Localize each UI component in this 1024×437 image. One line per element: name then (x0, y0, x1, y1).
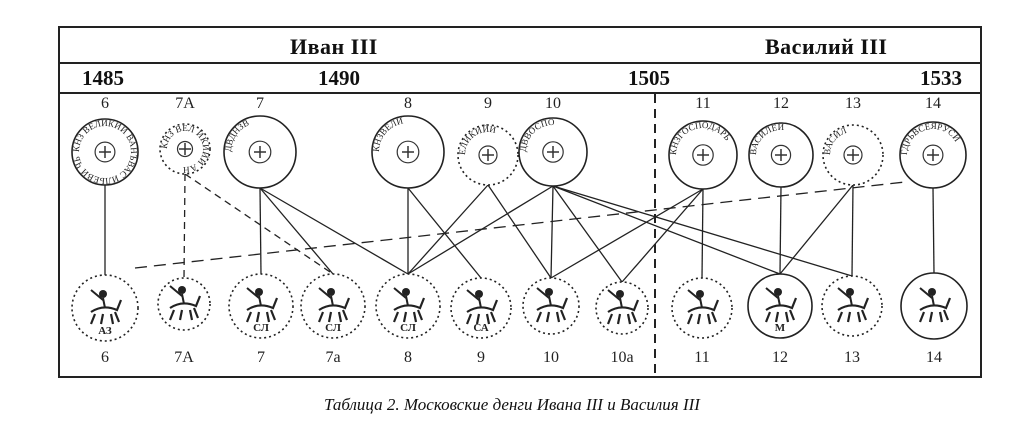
coin-number-bottom: 7а (325, 349, 341, 366)
reverse-coin-12 (901, 273, 967, 366)
coin-link (551, 186, 553, 278)
coin-link (702, 189, 703, 278)
coin-link (852, 185, 853, 276)
coin-legend: КНЗ ВЕЛИКИИ ВАНЪВАС ИЛЬЕВИ ЧЬ (70, 117, 140, 187)
reverse-coin-10 (748, 274, 812, 366)
coin-link (260, 188, 408, 274)
coin-legend: КНЗВЕЛИ (370, 115, 405, 153)
coin-number-bottom: 9 (477, 349, 485, 366)
coin-link (260, 188, 261, 274)
coin-number-top: 8 (404, 95, 412, 112)
reverse-coin-7 (523, 278, 579, 366)
coin-mintmark: СЛ (325, 322, 341, 334)
coin-number-bottom: 8 (404, 349, 412, 366)
year-1533: 1533 (920, 66, 962, 90)
coin-link (553, 186, 622, 282)
coin-number-top: 12 (773, 95, 789, 112)
coin-number-top: 6 (101, 95, 109, 112)
year-1485: 1485 (82, 66, 124, 90)
coin-number-top: 10 (545, 95, 561, 112)
coin-number-bottom: 7 (257, 349, 265, 366)
coin-legend: ВАСИЛЕЙ (747, 121, 785, 156)
coin-link (780, 185, 853, 274)
coin-mintmark: СА (473, 322, 489, 334)
coin-number-bottom: 14 (926, 349, 942, 366)
coin-legend: ВАСИЛ (821, 125, 848, 156)
reverse-coin-4 (301, 274, 365, 366)
year-1505: 1505 (628, 66, 670, 90)
reverse-coin-5 (376, 274, 440, 366)
ruler-vasily-iii: Василий III (765, 34, 888, 59)
reverse-coin-11 (822, 276, 882, 366)
obverse-coin-6 (518, 95, 587, 186)
obverse-coin-1 (71, 95, 139, 186)
coin-number-bottom: 12 (772, 349, 788, 366)
coin-link (551, 189, 703, 278)
coin-legend: ДВДНЗВ (222, 117, 251, 153)
coin-mintmark: АЗ (98, 325, 112, 337)
coin-legend: КНЗГОСПОДАРЬ (667, 119, 733, 156)
obverse-coin-5 (457, 95, 518, 185)
coin-number-bottom: 11 (694, 349, 710, 366)
coin-legend: ЕЛИКИЙИ (456, 123, 497, 156)
coin-mintmark: СЛ (400, 322, 416, 334)
coin-number-top: 14 (925, 95, 941, 112)
coin-legend: ГДРЬВСЕЯРУСИ (898, 120, 963, 156)
coin-number-top: 7А (175, 95, 195, 112)
obverse-coin-2 (159, 95, 211, 175)
reverse-coin-8 (596, 282, 648, 366)
coin-number-top: 13 (845, 95, 861, 112)
obverse-coin-3 (223, 95, 296, 188)
coin-legend: ДВВОСПО (517, 116, 555, 153)
coin-mintmark: СЛ (253, 322, 269, 334)
ruler-ivan-iii: Иван III (290, 34, 378, 59)
obverse-coin-9 (822, 95, 883, 185)
coin-mintmark: М (774, 322, 786, 334)
coin-number-bottom: 6 (101, 349, 109, 366)
reverse-coin-2 (158, 278, 210, 366)
reverse-coin-1 (72, 275, 138, 366)
coin-link (488, 185, 551, 278)
reverse-coin-3 (229, 274, 293, 366)
coin-link (933, 188, 934, 273)
coin-number-top: 7 (256, 95, 264, 112)
coin-number-bottom: 13 (844, 349, 860, 366)
coin-number-top: 11 (695, 95, 711, 112)
reverse-coin-6 (451, 278, 511, 366)
obverse-coin-4 (371, 95, 444, 188)
coin-number-bottom: 10 (543, 349, 559, 366)
coin-link-long (135, 182, 905, 268)
coin-number-bottom: 10а (610, 349, 634, 366)
obverse-coin-10 (899, 95, 966, 188)
table-caption: Таблица 2. Московские денги Ивана III и Василия III (324, 395, 700, 414)
coin-link (185, 174, 333, 274)
coin-link (260, 188, 333, 274)
coin-number-bottom: 7А (174, 349, 194, 366)
coin-link (622, 189, 703, 282)
obverse-coin-8 (748, 95, 813, 187)
coin-legend: КНЗ ВЕЛ ИКИЙИ АН (158, 122, 212, 176)
coin-link (780, 187, 781, 274)
reverse-coin-9 (672, 278, 732, 366)
year-1490: 1490 (318, 66, 360, 90)
coin-number-top: 9 (484, 95, 492, 112)
obverse-coin-7 (668, 95, 737, 189)
